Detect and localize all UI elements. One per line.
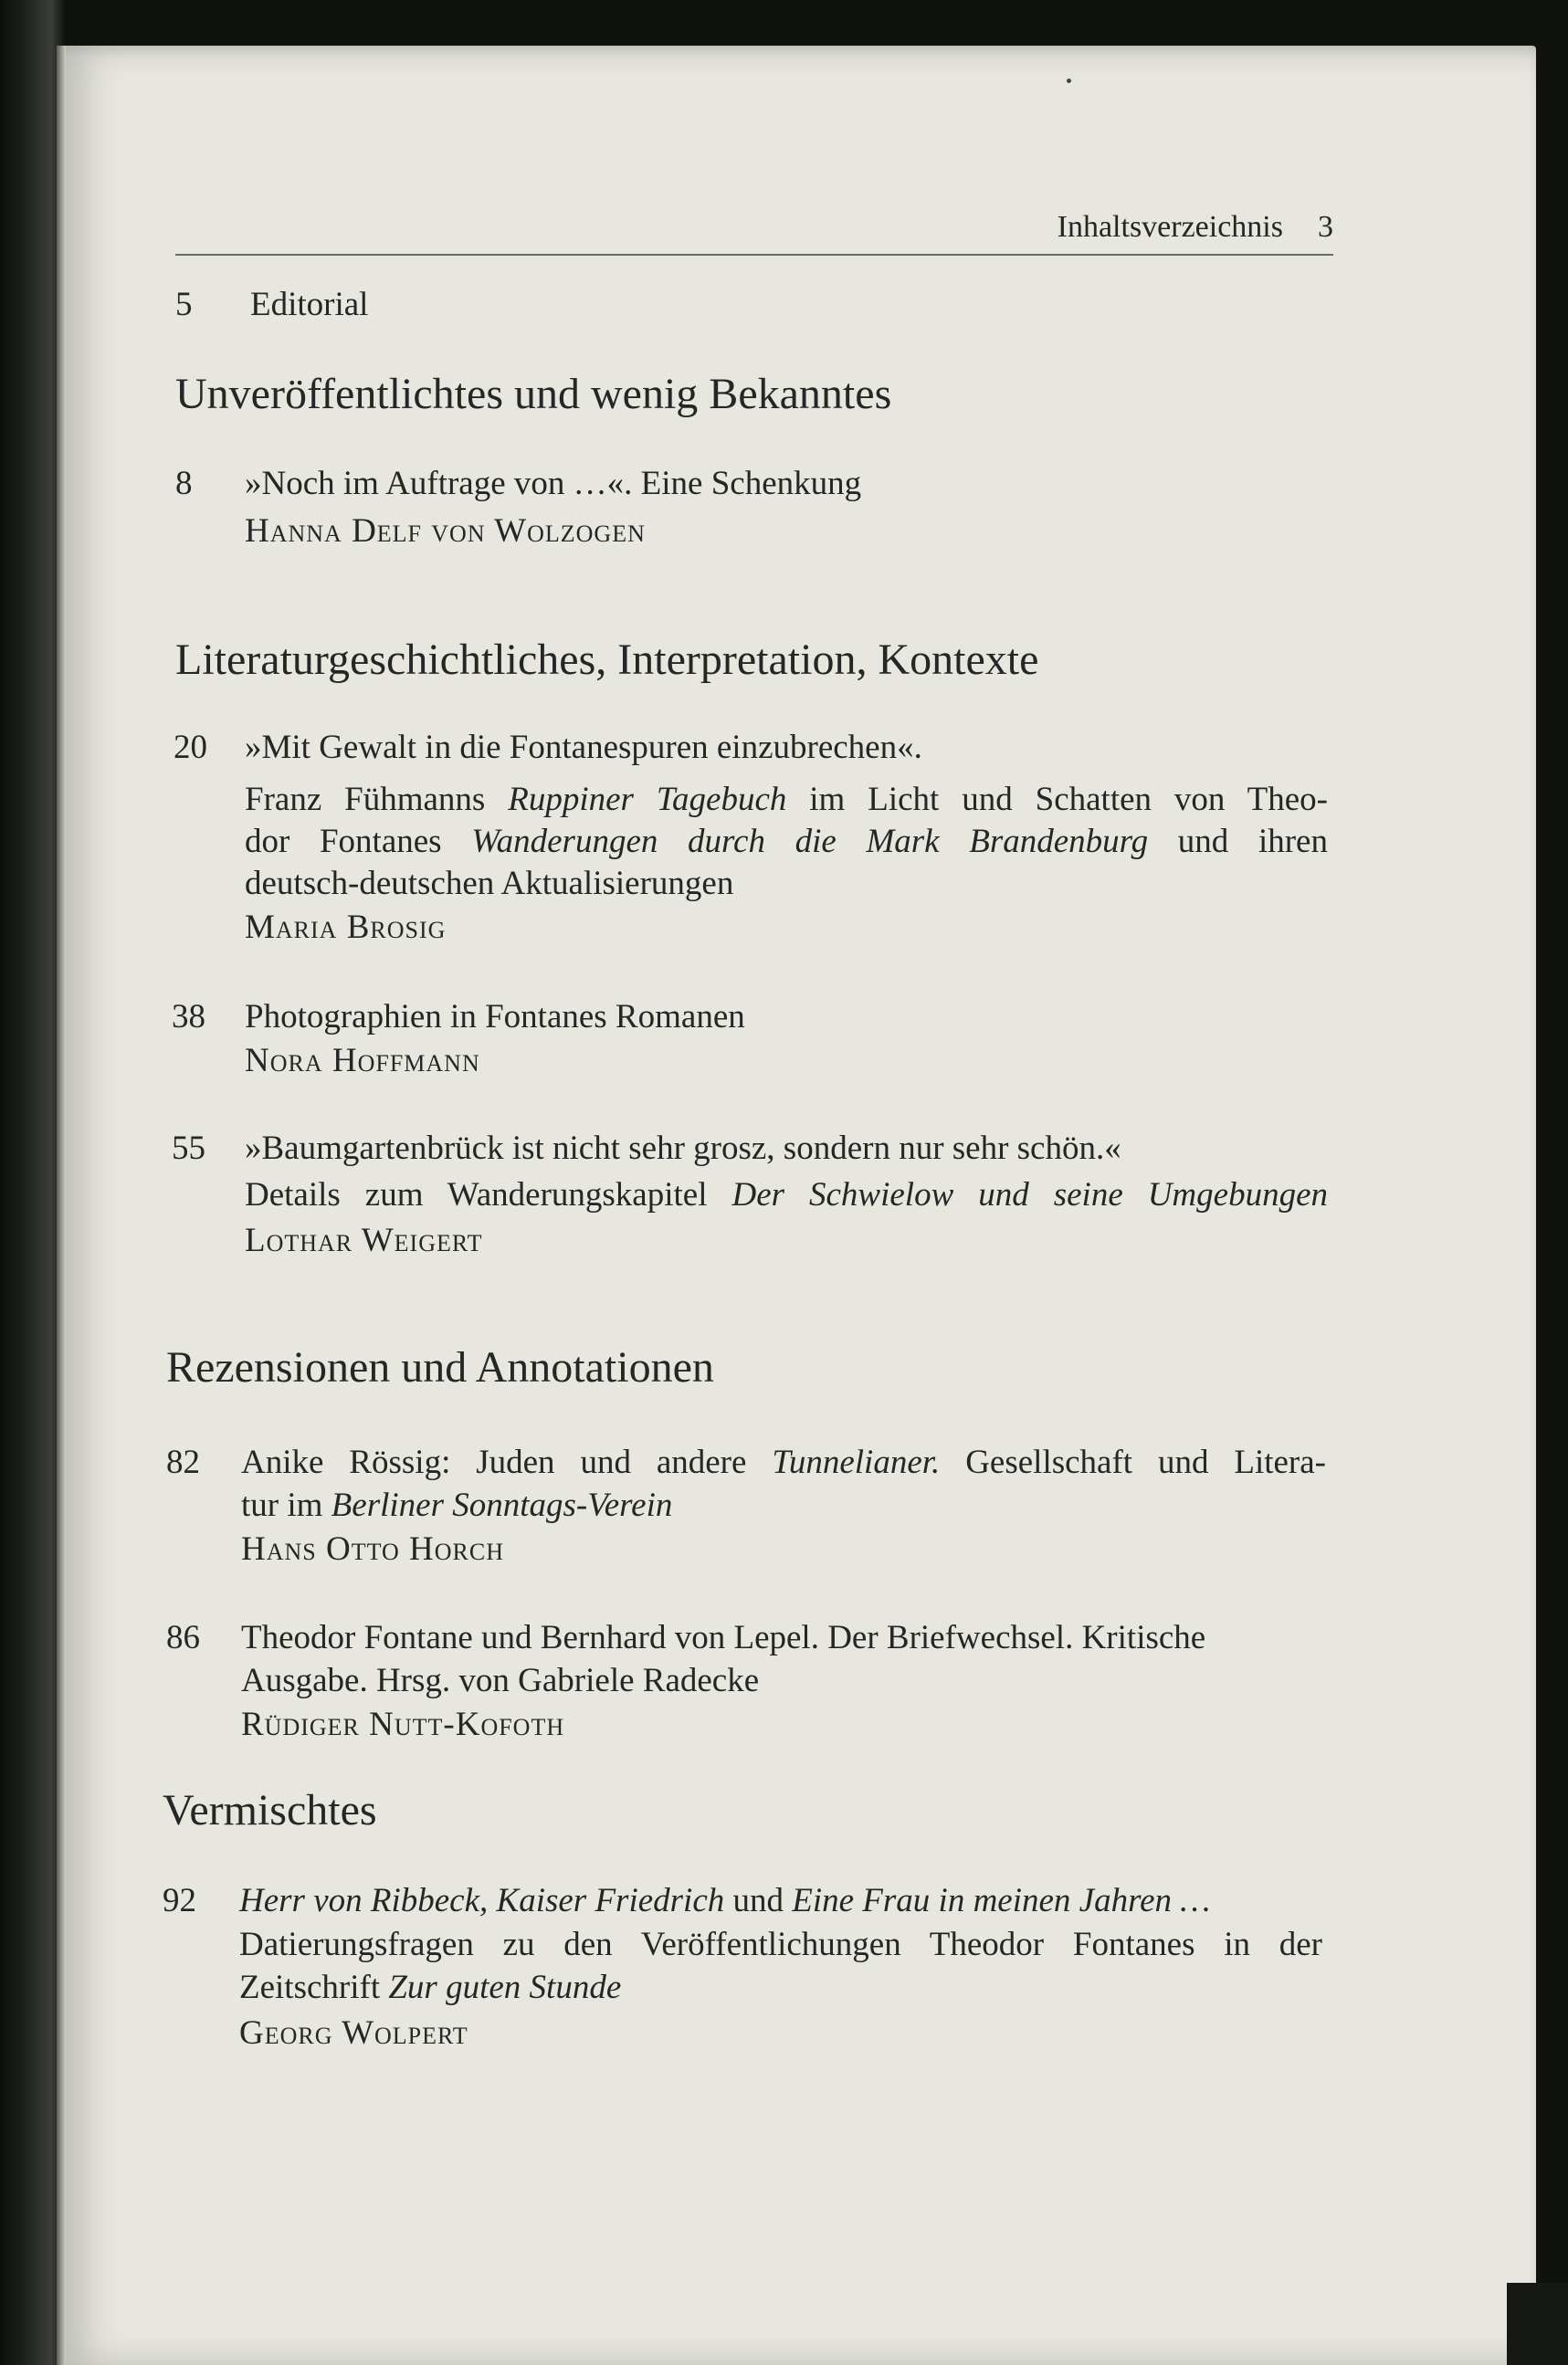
italic-title: Tunnelianer.	[772, 1444, 941, 1481]
text-run: Gesellschaft und Litera-	[940, 1444, 1326, 1481]
entry-author: Nora Hoffmann	[245, 1042, 480, 1079]
text-run: dor Fontanes	[245, 823, 472, 860]
entry-title-line	[241, 1441, 1326, 1485]
entry-title-line: Ausgabe. Hrsg. von Gabriele Radecke	[241, 1662, 760, 1699]
entry-title: »Baumgartenbrück ist nicht sehr grosz, sondern nur sehr schön.«	[245, 1130, 1121, 1167]
entry-page-number: 38	[172, 998, 205, 1035]
entry-title-line: deutsch-deutschen Aktualisierungen	[245, 865, 734, 902]
page-gutter	[57, 46, 66, 2365]
text-run: Franz Fühmanns	[245, 781, 509, 818]
section-heading: Vermischtes	[163, 1786, 377, 1834]
entry-title-line	[245, 1173, 1328, 1217]
speck	[1067, 79, 1071, 83]
entry-title: Photographien in Fontanes Romanen	[245, 998, 745, 1035]
entry-title: Theodor Fontane und Bernhard von Lepel. Der Briefwechsel. Kritische	[241, 1619, 1206, 1656]
text-run: Anike Rössig: Juden und andere	[241, 1444, 773, 1481]
text-run: und	[724, 1882, 793, 1919]
text-run: tur im	[241, 1487, 331, 1524]
running-header	[175, 208, 1333, 256]
page-corner-shadow	[1507, 2283, 1568, 2365]
section-heading: Unveröffentlichtes und wenig Bekanntes	[175, 370, 892, 418]
entry-author: Hans Otto Horch	[241, 1530, 504, 1568]
header-page-number: 3	[1318, 210, 1333, 244]
entry-title: Editorial	[250, 286, 369, 323]
section-heading: Rezensionen und Annotationen	[166, 1343, 714, 1392]
entry-author: Lothar Weigert	[245, 1222, 483, 1259]
entry-title-line: Datierungsfragen zu den Veröffentlichungen Theodor Fontanes in der	[239, 1926, 1322, 1963]
entry-author: Rüdiger Nutt-Kofoth	[241, 1706, 565, 1743]
italic-title: Eine Frau in meinen Jahren …	[792, 1882, 1211, 1919]
entry-page-number: 82	[166, 1444, 200, 1481]
section-heading: Literaturgeschichtliches, Interpretation, Kontexte	[175, 636, 1039, 684]
entry-page-number: 92	[163, 1882, 196, 1919]
italic-title: Herr von Ribbeck, Kaiser Friedrich	[239, 1882, 725, 1919]
text-run: Zeitschrift	[239, 1969, 389, 2006]
entry-title-line	[245, 820, 1328, 864]
entry-page-number: 8	[175, 465, 193, 502]
italic-title: Wanderungen durch die Mark Brandenburg	[471, 823, 1149, 860]
italic-title: Berliner Sonntags-Verein	[331, 1487, 673, 1524]
entry-author: Hanna Delf von Wolzogen	[245, 512, 646, 550]
entry-page-number: 86	[166, 1619, 200, 1656]
entry-title-line	[239, 1966, 621, 2010]
text-run: und ihren	[1148, 823, 1328, 860]
text-run: im Licht und Schatten von Theo-	[786, 781, 1328, 818]
italic-title: Ruppiner Tagebuch	[508, 781, 787, 818]
header-title: Inhaltsverzeichnis	[1057, 210, 1283, 244]
entry-title-line	[245, 778, 1328, 822]
text-run: Details zum Wanderungskapitel	[245, 1176, 732, 1214]
entry-title: »Mit Gewalt in die Fontanespuren einzubrechen«.	[245, 729, 922, 766]
entry-page-number: 20	[174, 729, 207, 766]
entry-title-line	[241, 1484, 672, 1528]
italic-title: Der Schwielow und seine Umgebungen	[731, 1176, 1328, 1214]
italic-title: Zur guten Stunde	[388, 1969, 622, 2006]
entry-title: »Noch im Auftrage von …«. Eine Schenkung	[245, 465, 862, 502]
entry-page-number: 55	[172, 1130, 205, 1167]
entry-title-line	[239, 1879, 1210, 1923]
entry-author: Georg Wolpert	[239, 2014, 468, 2052]
entry-page-number: 5	[175, 286, 193, 323]
entry-author: Maria Brosig	[245, 909, 447, 946]
